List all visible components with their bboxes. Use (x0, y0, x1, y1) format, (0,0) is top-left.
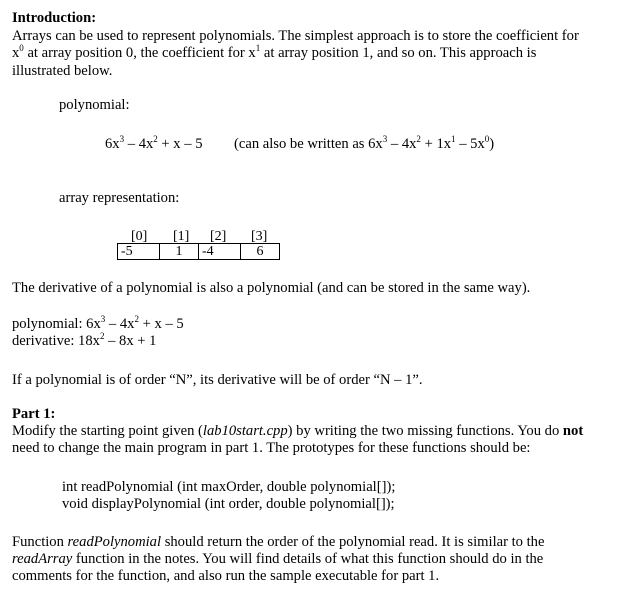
text-segment: – 4x (387, 136, 417, 152)
array-cell: 1 (160, 244, 199, 260)
array-cell: 6 (241, 244, 280, 260)
text-segment: 6x (105, 136, 120, 152)
intro-line-1: Arrays can be used to represent polynomials. The simplest approach is to store the coefficient for (12, 28, 579, 44)
text-segment: – 5x (455, 136, 485, 152)
superscript: 2 (153, 134, 158, 144)
text-segment: + x – 5 (157, 136, 203, 152)
array-index-2: [2] (210, 229, 227, 244)
part1-desc-2 (12, 551, 543, 568)
array-table (117, 243, 280, 260)
polynomial-label: polynomial: (59, 97, 130, 113)
array-index-1: [1] (173, 229, 190, 244)
array-label: array representation: (59, 190, 180, 206)
intro-heading: Introduction: (12, 10, 97, 26)
text-segment: (can also be written as 6x (234, 136, 383, 152)
superscript: 3 (382, 134, 388, 144)
superscript: 0 (484, 134, 490, 144)
text-segment: Function (12, 534, 68, 550)
text-segment: lab10start.cpp (202, 423, 288, 439)
text-segment: should return the order of the polynomial read. It is similar to the (161, 534, 545, 550)
derivative-polynomial (12, 316, 184, 333)
derivative-text: The derivative of a polynomial is also a polynomial (and can be stored in the same way). (12, 280, 531, 296)
text-segment: at array position 0, the coefficient for x (23, 45, 256, 61)
intro-line-3: illustrated below. (12, 63, 113, 79)
text-segment: – 4x (124, 136, 154, 152)
prototype-read: int readPolynomial (int maxOrder, double polynomial[]); (62, 479, 396, 495)
text-segment: + 1x (420, 136, 452, 152)
text-segment: at array position 1, and so on. This approach is (260, 45, 537, 61)
part1-line-2: need to change the main program in part 1. The prototypes for these functions should be: (12, 440, 531, 456)
superscript: 2 (134, 314, 139, 324)
polynomial-expression (105, 136, 203, 153)
polynomial-alt-form (234, 136, 494, 153)
text-segment: function in the notes. You will find details of what this function should do in the (72, 551, 544, 567)
array-cell: -5 (118, 244, 160, 260)
text-segment: + x – 5 (138, 316, 184, 332)
text-segment: readArray (12, 551, 73, 567)
array-index-0: [0] (131, 229, 148, 244)
superscript: 1 (451, 134, 456, 144)
superscript: 3 (119, 134, 125, 144)
text-segment: – 8x + 1 (104, 333, 157, 349)
text-segment: readPolynomial (67, 534, 162, 550)
intro-line-2 (12, 45, 536, 62)
array-index-3: [3] (251, 229, 268, 244)
prototype-display: void displayPolynomial (int order, double polynomial[]); (62, 496, 395, 512)
text-segment: Modify the starting point given ( (12, 423, 203, 439)
superscript: 0 (19, 43, 24, 53)
text-segment: polynomial: 6x (12, 316, 101, 332)
superscript: 1 (255, 43, 261, 53)
text-segment: ) by writing the two missing functions. You do (287, 423, 563, 439)
superscript: 2 (99, 331, 105, 341)
superscript: 2 (416, 134, 421, 144)
part1-heading: Part 1: (12, 406, 56, 422)
part1-desc-1 (12, 534, 544, 551)
text-segment: not (562, 423, 584, 439)
part1-line-1 (12, 423, 583, 440)
part1-desc-3: comments for the function, and also run the sample executable for part 1. (12, 568, 440, 584)
order-text: If a polynomial is of order “N”, its derivative will be of order “N – 1”. (12, 372, 423, 388)
text-segment: ) (489, 136, 495, 152)
derivative-result (12, 333, 156, 350)
text-segment: x (12, 45, 20, 61)
superscript: 3 (100, 314, 106, 324)
array-cell: -4 (199, 244, 241, 260)
text-segment: derivative: 18x (12, 333, 100, 349)
text-segment: – 4x (105, 316, 135, 332)
